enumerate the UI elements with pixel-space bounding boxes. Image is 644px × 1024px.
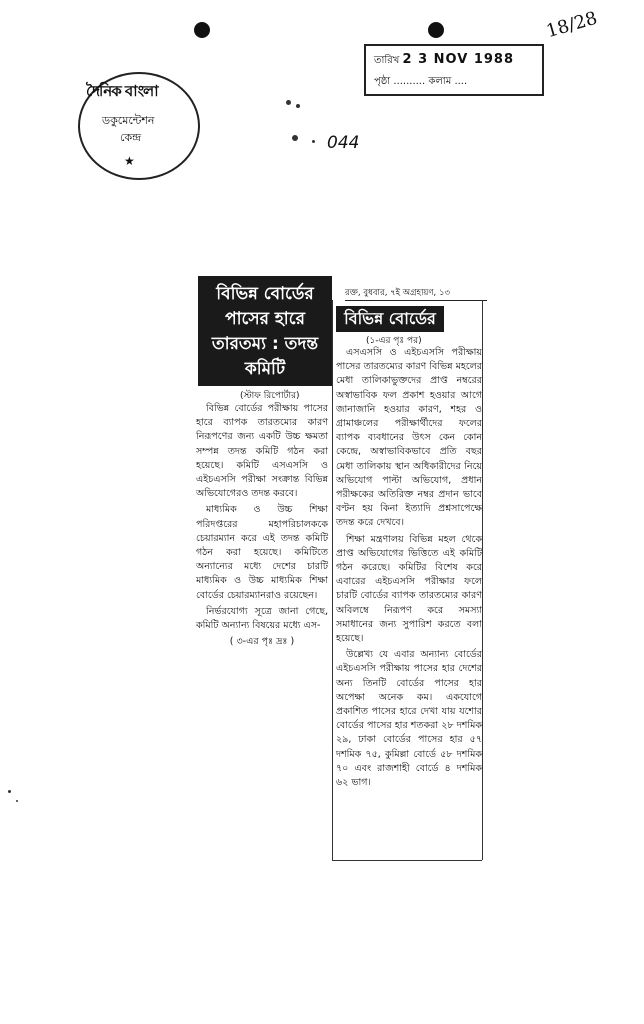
date-value: 2 3 NOV 1988 <box>402 52 515 67</box>
article-byline: (স্টাফ রিপোর্টার) <box>240 391 300 401</box>
col1-paragraph: বিভিন্ন বোর্ডের পরীক্ষায় পাসের হারে ব্যাপক তারতম্যের কারণ নিরূপণের জন্য একটি উচ্চ ক্ষমতা সম্পন্ন তদন্ত কমিটি গঠন করা হয়েছে। কমিটি এসএসসি ও এইচএসসি পরীক্ষা সংক্রান্ত বিভিন্ন অভিযোগেরও তদন্ত করবে। <box>196 403 328 500</box>
clipping-edge <box>482 300 483 860</box>
scan-speck <box>296 104 300 108</box>
col2-paragraph: এসএসসি ও এইচএসসি পরীক্ষায় পাসের তারতম্যের কারণ বিভিন্ন মহলের মেধা তালিকাভুক্তদের প্রাপ্ত নম্বরের অস্বাভাবিক ফল প্রকাশ হওয়ার আগে জানাজানি হওয়ার কারণ, শহর ও গ্রামাঞ্চলের পরীক্ষার্থীদের ফলের ব্যাপক ব্যবধানের উৎস কেন কোন কেন্দ্রে, অস্বাভাবিকভাবে প্রতি বছর মেধা তালিকায় স্থান অধিকারীদের নিয়ে অভিযোগ পাল্টা অভিযোগ, প্রধান পরীক্ষকের অতিরিক্ত নম্বর প্রদান ভাবে বণ্টন হয় কিনা ইত্যাদি প্রশ্নসাপেক্ষে তদন্ত করে দেখবে। <box>336 347 482 529</box>
newspaper-masthead-line: রক্ত, বুধবার, ৭ই অগ্রহায়ণ, ১৩ <box>345 286 487 301</box>
date-row <box>374 52 514 70</box>
continuation-headline: বিভিন্ন বোর্ডের <box>336 306 444 332</box>
scan-speck <box>286 100 291 105</box>
date-slip <box>364 44 544 96</box>
stamp-newspaper-name: দৈনিক বাংলা <box>86 82 158 100</box>
page-label: পৃষ্ঠা <box>374 76 391 87</box>
continuation-note: (১-এর পৃঃ পর) <box>366 336 422 346</box>
article-column-1 <box>196 402 328 649</box>
article-column-2 <box>336 346 482 792</box>
col1-continued-note: ( ৩-এর পৃঃ দ্রঃ ) <box>229 636 295 648</box>
documentation-center-stamp <box>78 72 200 180</box>
punch-hole-left <box>194 22 210 38</box>
stamp-line-2: কেন্দ্র <box>120 131 142 144</box>
punch-hole-right <box>428 22 444 38</box>
scan-speck <box>292 135 298 141</box>
col2-paragraph: উল্লেখ্য যে এবার অন্যান্য বোর্ডের এইচএসসি পরীক্ষায় পাসের হার দেশের অন্য তিনটি বোর্ডের পাসের হার অপেক্ষা অনেক কম। একযোগে প্রকাশিত পাসের হারে দেখা যায় যশোর বোর্ডের পাসের হার শতকরা ২৮ দশমিক ২৯, ঢাকা বোর্ডের পাসের হার ৫৭ দশমিক ৭৫, কুমিল্লা বোর্ডে ৫৮ দশমিক ৭০ এবং রাজশাহী বোর্ডে ৪ দশমিক ৬২ ভাগ। <box>336 649 482 789</box>
clipping-edge-bottom <box>332 860 482 861</box>
article-headline: বিভিন্ন বোর্ডের পাসের হারে তারতম্য : তদন্ত কমিটি <box>198 276 332 386</box>
page-column-row: পৃষ্ঠা .......... কলাম .... <box>374 76 468 87</box>
scan-speck <box>312 140 315 143</box>
scan-speck <box>16 800 18 802</box>
star-icon: ★ <box>124 154 135 168</box>
handwritten-file-number: 18/28 <box>544 7 600 43</box>
col2-paragraph: শিক্ষা মন্ত্রণালয় বিভিন্ন মহল থেকে প্রাপ্ত অভিযোগের ভিত্তিতে এই কমিটি গঠন করেছে। কমিটির বিশেষ করে এবারের এইচএসসি পরীক্ষার ফলে চারটি বোর্ডের ব্যাপক তারতম্যের কারণ অবিলম্বে নিরূপণ করে সমস্যা সমাধানের জন্য সুপারিশ করতে বলা হয়েছে। <box>336 533 482 645</box>
column-divider <box>332 300 333 860</box>
col1-paragraph: নির্ভরযোগ্য সূত্রে জানা গেছে, কমিটি অন্যান্য বিষয়ের মধ্যে এস- <box>196 605 328 632</box>
scan-speck <box>8 790 11 793</box>
page-number: 044 <box>327 133 360 153</box>
date-label: তারিখ <box>374 55 400 66</box>
column-label: কলাম <box>428 76 452 87</box>
col1-paragraph: মাধ্যমিক ও উচ্চ শিক্ষা পরিদপ্তরের মহাপরিচালককে চেয়ারম্যান করে এই তদন্ত কমিটি গঠন করা হয়েছে। কমিটিতে অন্যান্যের মধ্যে দেশের চারটি মাধ্যমিক ও উচ্চ মাধ্যমিক শিক্ষা বোর্ডের চেয়ারম্যানরাও রয়েছেন। <box>196 504 328 601</box>
stamp-line-1: ডকুমেন্টেশন <box>102 114 155 127</box>
